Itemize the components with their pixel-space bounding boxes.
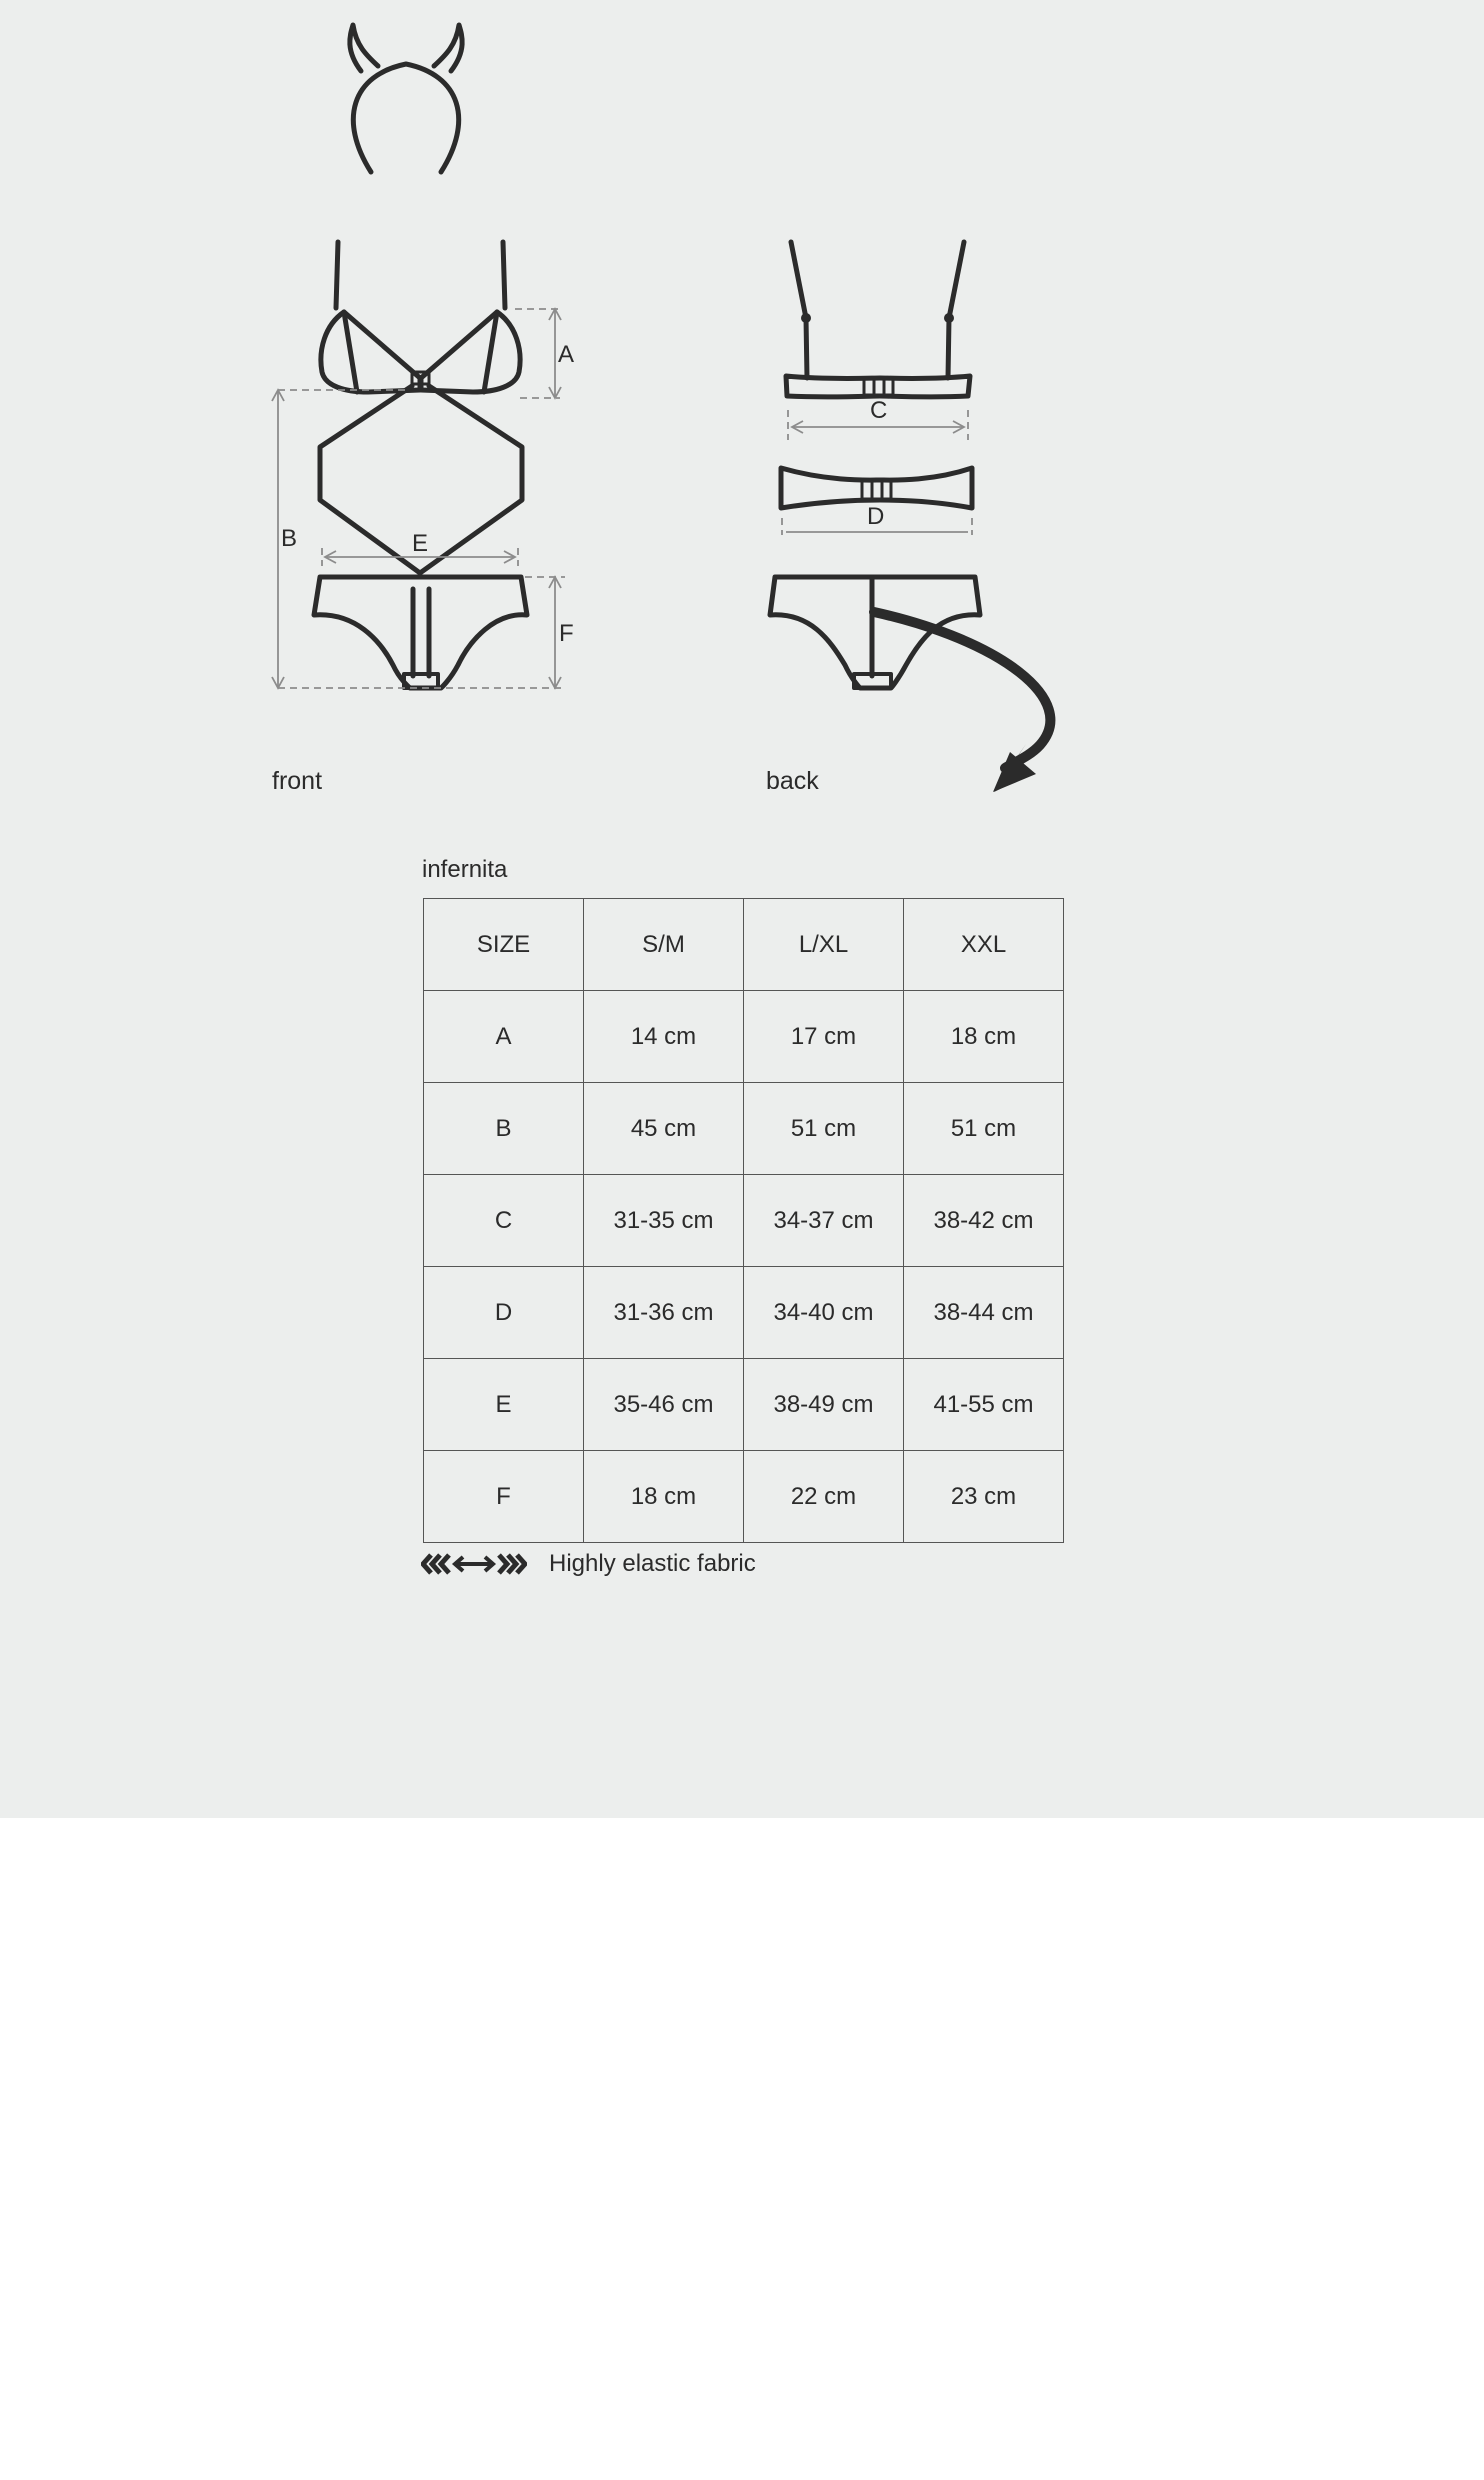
dimension-label-c: C bbox=[870, 397, 888, 424]
horn-headband-icon bbox=[350, 25, 462, 172]
front-bodysuit-drawing bbox=[314, 242, 527, 688]
curved-arrow-icon bbox=[874, 612, 1050, 792]
table-row bbox=[424, 1359, 1064, 1451]
table-cell: 38-49 cm bbox=[744, 1359, 904, 1451]
table-cell: 17 cm bbox=[744, 991, 904, 1083]
front-view-label: front bbox=[272, 767, 323, 795]
table-header-row bbox=[424, 899, 1064, 991]
dimension-label-e: E bbox=[412, 530, 429, 557]
table-row bbox=[424, 1451, 1064, 1543]
table-row bbox=[424, 991, 1064, 1083]
table-cell: 18 cm bbox=[584, 1451, 744, 1543]
table-cell: 38-44 cm bbox=[904, 1267, 1064, 1359]
table-cell: 34-37 cm bbox=[744, 1175, 904, 1267]
back-view-label: back bbox=[766, 767, 819, 795]
table-cell: 31-35 cm bbox=[584, 1175, 744, 1267]
table-cell: 34-40 cm bbox=[744, 1267, 904, 1359]
table-cell: 38-42 cm bbox=[904, 1175, 1064, 1267]
table-cell: 51 cm bbox=[744, 1083, 904, 1175]
table-cell: D bbox=[424, 1267, 584, 1359]
dimension-label-d: D bbox=[867, 503, 885, 530]
table-cell: 22 cm bbox=[744, 1451, 904, 1543]
table-header-cell: S/M bbox=[584, 899, 744, 991]
table-cell: 31-36 cm bbox=[584, 1267, 744, 1359]
table-header-cell: L/XL bbox=[744, 899, 904, 991]
table-header-cell: SIZE bbox=[424, 899, 584, 991]
table-cell: F bbox=[424, 1451, 584, 1543]
table-cell: B bbox=[424, 1083, 584, 1175]
size-table bbox=[423, 898, 1064, 1543]
table-row bbox=[424, 1083, 1064, 1175]
table-row bbox=[424, 1267, 1064, 1359]
table-cell: 41-55 cm bbox=[904, 1359, 1064, 1451]
back-bra-drawing bbox=[781, 242, 972, 508]
table-cell: 45 cm bbox=[584, 1083, 744, 1175]
product-name: infernita bbox=[422, 856, 508, 883]
table-header-cell: XXL bbox=[904, 899, 1064, 991]
table-cell: A bbox=[424, 991, 584, 1083]
legend-text: Highly elastic fabric bbox=[549, 1550, 756, 1577]
table-cell: C bbox=[424, 1175, 584, 1267]
dimension-label-f: F bbox=[559, 620, 574, 647]
table-cell: 23 cm bbox=[904, 1451, 1064, 1543]
table-cell: E bbox=[424, 1359, 584, 1451]
table-cell: 14 cm bbox=[584, 991, 744, 1083]
table-cell: 18 cm bbox=[904, 991, 1064, 1083]
elastic-arrows-icon bbox=[421, 1551, 527, 1577]
table-cell: 35-46 cm bbox=[584, 1359, 744, 1451]
table-cell: 51 cm bbox=[904, 1083, 1064, 1175]
dimension-label-b: B bbox=[281, 525, 298, 552]
table-row bbox=[424, 1175, 1064, 1267]
dimension-label-a: A bbox=[558, 341, 575, 368]
